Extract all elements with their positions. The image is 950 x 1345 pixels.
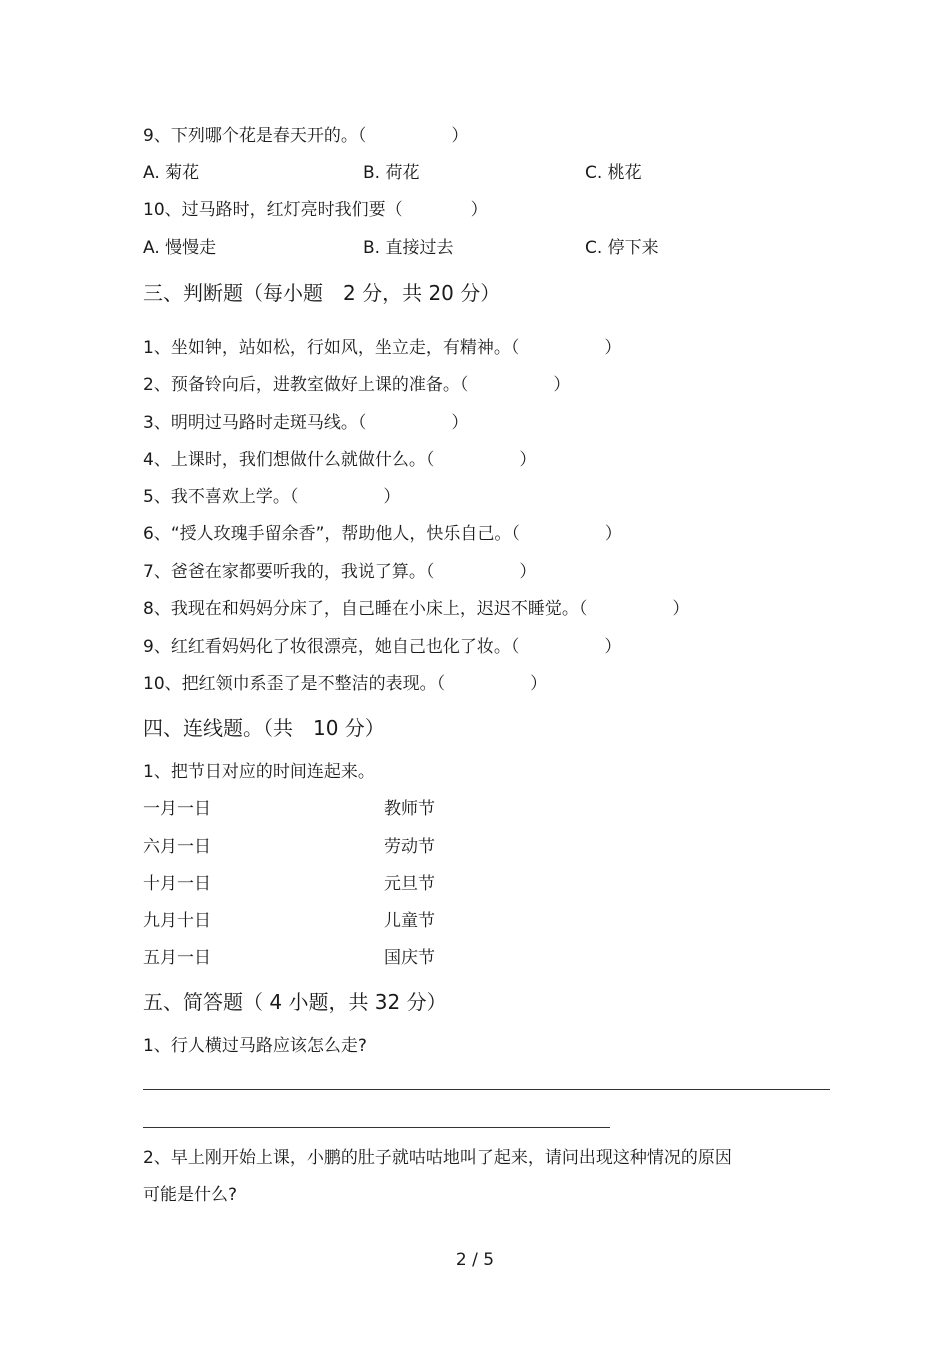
section-4-title: 四、连线题。（共 10 分） — [143, 716, 385, 740]
judge-item: 8、我现在和妈妈分床了，自己睡在小床上，迟迟不睡觉。（ ） — [143, 599, 690, 619]
judge-item: 7、爸爸在家都要听我的，我说了算。（ ） — [143, 562, 537, 582]
judge-item: 10、把红领巾系歪了是不整洁的表现。（ ） — [143, 674, 548, 694]
q9-option-c: C. 桃花 — [585, 163, 642, 183]
page-number: 2 / 5 — [455, 1250, 495, 1270]
short-answer-question-1: 1、行人横过马路应该怎么走? — [143, 1036, 367, 1056]
q10-option-a: A. 慢慢走 — [143, 238, 217, 258]
matching-festival: 劳动节 — [384, 837, 435, 857]
matching-date: 六月一日 — [143, 837, 211, 857]
q10-option-c: C. 停下来 — [585, 238, 659, 258]
matching-date: 一月一日 — [143, 799, 211, 819]
short-answer-question-2-cont: 可能是什么? — [143, 1185, 238, 1205]
judge-item: 3、明明过马路时走斑马线。（ ） — [143, 413, 469, 433]
matching-festival: 儿童节 — [384, 911, 435, 931]
matching-prompt: 1、把节日对应的时间连起来。 — [143, 762, 375, 782]
section-3-title: 三、判断题（每小题 2 分，共 20 分） — [143, 281, 501, 305]
matching-date: 十月一日 — [143, 874, 211, 894]
section-5-title: 五、简答题（ 4 小题，共 32 分） — [143, 990, 447, 1014]
matching-date: 五月一日 — [143, 948, 211, 968]
q10-option-b: B. 直接过去 — [363, 238, 454, 258]
matching-festival: 国庆节 — [384, 948, 435, 968]
answer-line — [143, 1089, 830, 1090]
short-answer-question-2: 2、早上刚开始上课，小鹏的肚子就咕咕地叫了起来，请问出现这种情况的原因 — [143, 1148, 732, 1168]
q9-option-a: A. 菊花 — [143, 163, 200, 183]
q9-option-b: B. 荷花 — [363, 163, 420, 183]
question-10: 10、过马路时，红灯亮时我们要（ ） — [143, 200, 488, 220]
matching-festival: 元旦节 — [384, 874, 435, 894]
judge-item: 6、“授人玫瑰手留余香”，帮助他人，快乐自己。（ ） — [143, 524, 622, 544]
judge-item: 2、预备铃向后，进教室做好上课的准备。（ ） — [143, 375, 571, 395]
answer-line — [143, 1127, 610, 1128]
matching-festival: 教师节 — [384, 799, 435, 819]
judge-item: 4、上课时，我们想做什么就做什么。（ ） — [143, 450, 537, 470]
judge-item: 5、我不喜欢上学。（ ） — [143, 487, 401, 507]
judge-item: 9、红红看妈妈化了妆很漂亮，她自己也化了妆。（ ） — [143, 637, 622, 657]
question-9: 9、下列哪个花是春天开的。（ ） — [143, 126, 469, 146]
judge-item: 1、坐如钟，站如松，行如风，坐立走，有精神。（ ） — [143, 338, 622, 358]
matching-date: 九月十日 — [143, 911, 211, 931]
